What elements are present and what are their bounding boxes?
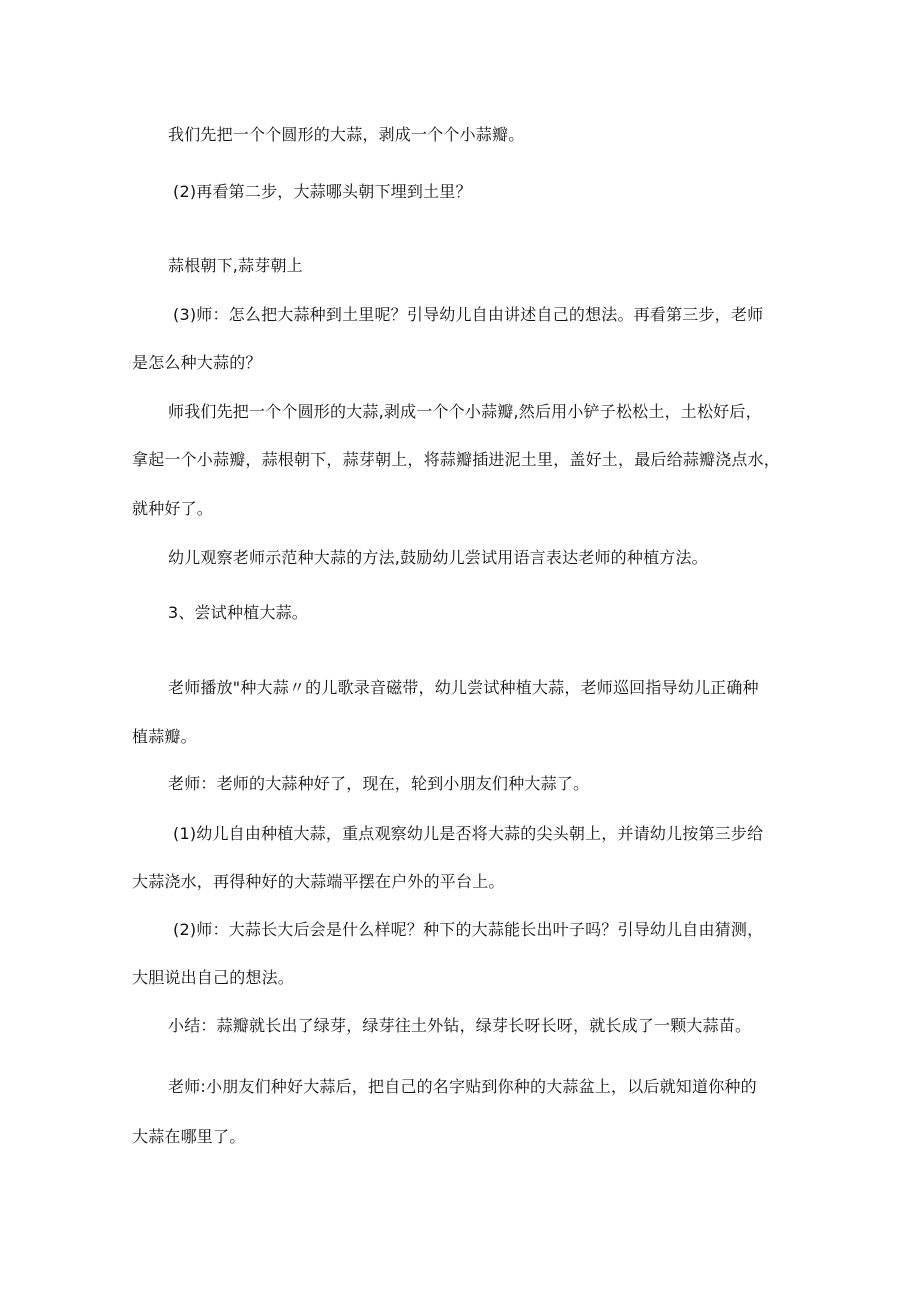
text-line: 蒜根朝下,蒜芽朝上: [168, 256, 303, 275]
text-line: 小结：蒜瓣就长出了绿芽，绿芽往土外钻，绿芽长呀长呀，就长成了一颗大蒜苗。: [168, 1016, 752, 1035]
text-line: 师我们先把一个个圆形的大蒜,剥成一个个小蒜瓣,然后用小铲子松松土，土松好后，: [168, 402, 762, 421]
text-line: 3、尝试种植大蒜。: [168, 603, 308, 622]
text-line: 老师播放"种大蒜〃的儿歌录音磁带，幼儿尝试种植大蒜，老师巡回指导幼儿正确种: [168, 678, 759, 697]
text-line: (3)师：怎么把大蒜种到土里呢？引导幼儿自由讲述自己的想法。再看第三步，老师: [173, 305, 764, 324]
text-line: 就种好了。: [132, 499, 214, 518]
text-line: 大蒜在哪里了。: [132, 1127, 246, 1146]
text-line: 拿起一个小蒜瓣，蒜根朝下，蒜芽朝上，将蒜瓣插进泥土里，盖好土，最后给蒜瓣浇点水，: [132, 450, 781, 469]
text-line: 大蒜浇水，再得种好的大蒜端平摆在户外的平台上。: [132, 872, 505, 891]
text-line: 老师：老师的大蒜种好了，现在，轮到小朋友们种大蒜了。: [168, 774, 590, 793]
text-line: 是怎么种大蒜的？: [132, 353, 262, 372]
text-line: (2)师：大蒜长大后会是什么样呢？种下的大蒜能长出叶子吗？引导幼儿自由猜测，: [173, 920, 764, 939]
text-line: 我们先把一个个圆形的大蒜，剥成一个个小蒜瓣。: [168, 125, 525, 144]
text-line: 老师:小朋友们种好大蒜后，把自己的名字贴到你种的大蒜盆上，以后就知道你种的: [168, 1077, 757, 1096]
text-line: 幼儿观察老师示范种大蒜的方法,鼓励幼儿尝试用语言表达老师的种植方法。: [168, 548, 708, 567]
text-line: (2)再看第二步，大蒜哪头朝下埋到土里？: [173, 182, 472, 201]
text-line: (1)幼儿自由种植大蒜，重点观察幼儿是否将大蒜的尖头朝上，并请幼儿按第三步给: [173, 824, 764, 843]
text-line: 大胆说出自己的想法。: [132, 968, 295, 987]
text-line: 植蒜瓣。: [132, 727, 197, 746]
